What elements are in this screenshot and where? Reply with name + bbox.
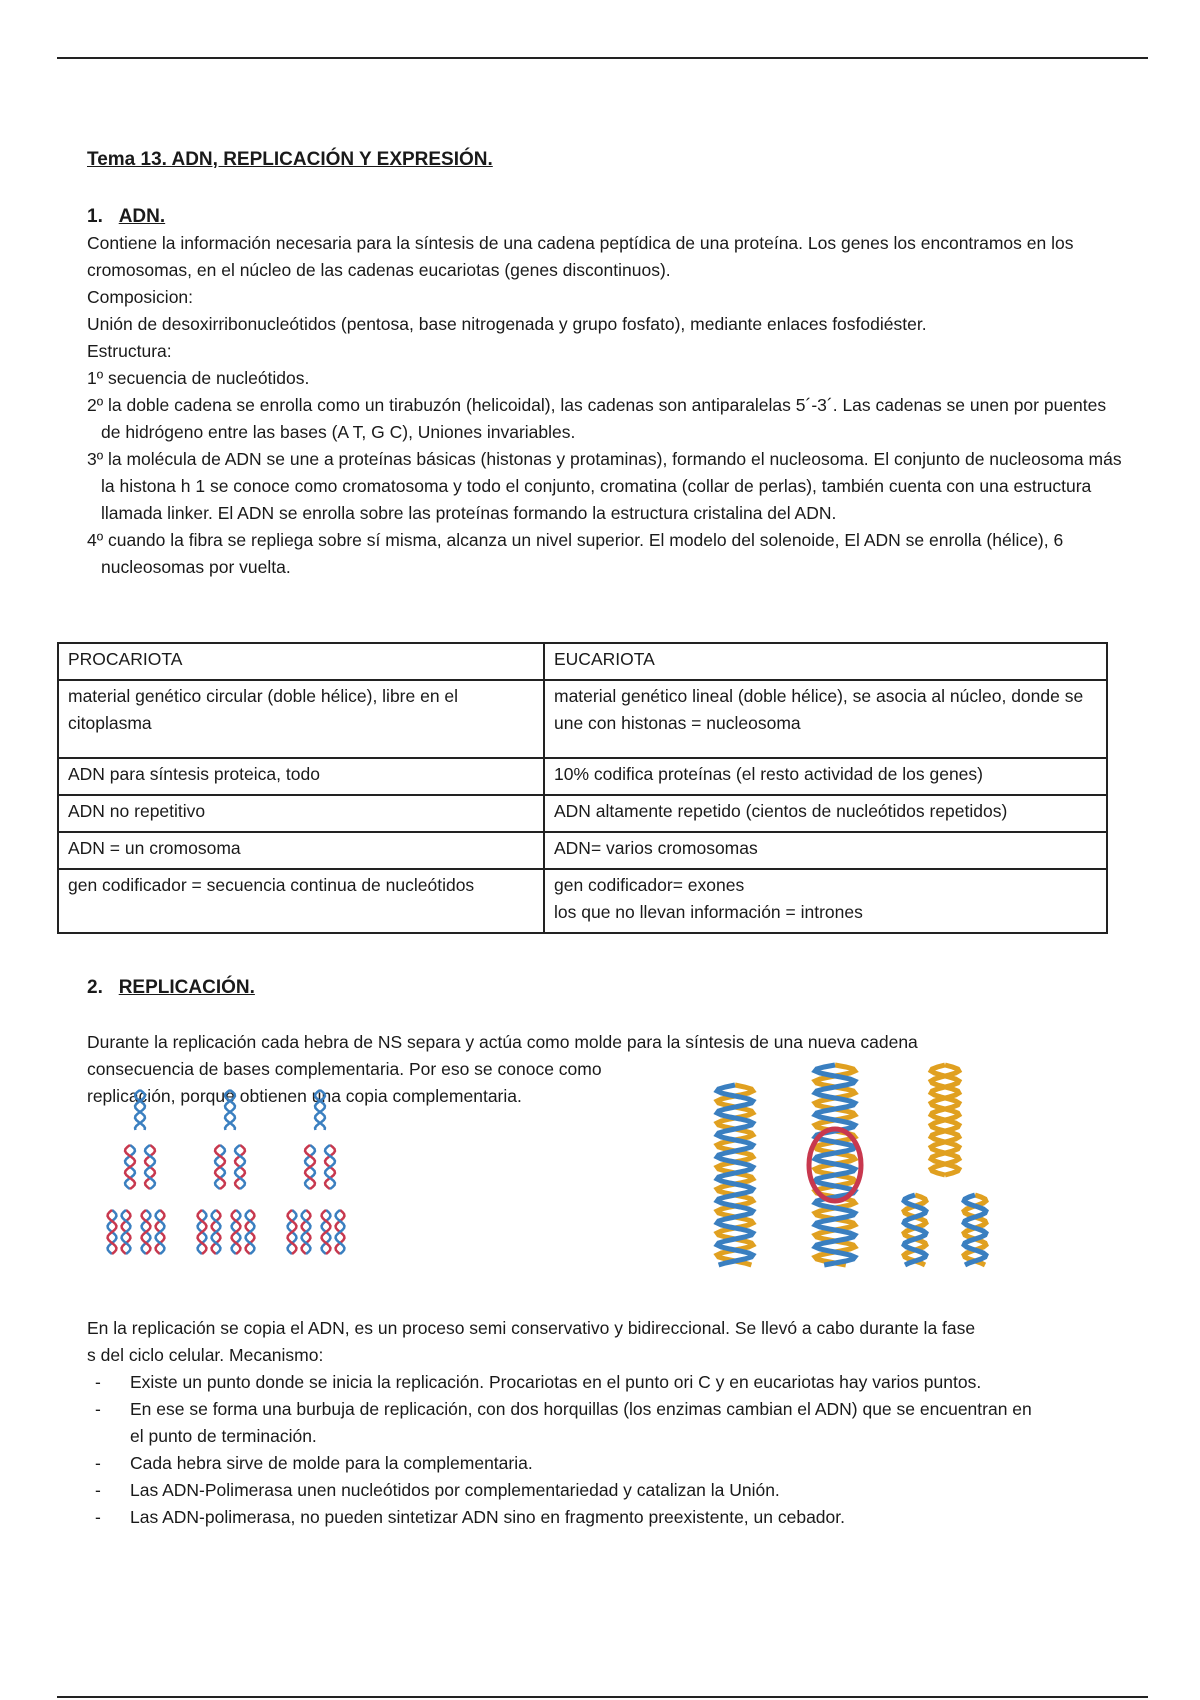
heading-adn — [87, 203, 1127, 230]
replication-bubble-illustration — [705, 1055, 1015, 1275]
cell-text: gen codificador= exones — [554, 875, 745, 895]
dna-granddaughter-helix — [336, 1210, 345, 1254]
table-row — [58, 758, 1107, 795]
dna-parent-helix — [315, 1090, 325, 1130]
list-item: - Las ADN-polimerasa, no pueden sintetizar ADN sino en fragmento preexistente, un cebador. — [87, 1504, 1047, 1531]
bottom-rule — [57, 1696, 1148, 1698]
cell-text: ADN= varios cromosomas — [554, 838, 758, 858]
cell-text: EUCARIOTA — [554, 649, 655, 669]
cell-text: ADN altamente repetido (cientos de nucleótidos repetidos) — [554, 801, 1008, 821]
cell-procariota — [58, 643, 544, 680]
dna-daughter-helix — [305, 1145, 315, 1189]
cell-procariota — [58, 758, 544, 795]
cell-text: los que no llevan información = intrones — [554, 902, 863, 922]
dna-helix — [931, 1065, 959, 1175]
dna-granddaughter-helix — [302, 1210, 311, 1254]
estructura-label: Estructura: — [87, 341, 172, 361]
heading-text: REPLICACIÓN. — [118, 977, 255, 998]
semiconservative-replication-diagram — [100, 1085, 390, 1265]
composicion-text: Unión de desoxirribonucleótidos (pentosa, base nitrogenada y grupo fosfato), mediante enlaces fosfodiéster. — [87, 314, 927, 334]
composicion-label: Composicion: — [87, 287, 194, 307]
cell-procariota — [58, 832, 544, 869]
dna-granddaughter-helix — [122, 1210, 131, 1254]
cell-eucariota — [544, 758, 1107, 795]
dna-granddaughter-helix — [322, 1210, 331, 1254]
dna-daughter-helix — [125, 1145, 135, 1189]
cell-text: 10% codifica proteínas (el resto actividad de los genes) — [554, 764, 983, 784]
list-item: - Cada hebra sirve de molde para la complementaria. — [87, 1450, 1047, 1477]
list-item: - En ese se forma una burbuja de replicación, con dos horquillas (los enzimas cambian el ADN) que se encuentran en el punto de terminación. — [87, 1396, 1047, 1450]
dna-daughter-helix — [235, 1145, 245, 1189]
adn-intro: Contiene la información necesaria para la síntesis de una cadena peptídica de una proteína. Los genes los encontramos en los cromosomas, en el núcleo de las cadenas eucariotas (genes discontinuos). — [87, 233, 1074, 280]
dna-helix — [904, 1195, 926, 1265]
table-header-row — [58, 643, 1107, 680]
estructura-4: 4º cuando la fibra se repliega sobre sí misma, alcanza un nivel superior. El modelo del solenoide, El ADN se enrolla (hélice), 6 nucleosomas por vuelta. — [87, 530, 1064, 577]
cell-text: ADN = un cromosoma — [68, 838, 241, 858]
cell-eucariota — [544, 869, 1107, 933]
dna-parent-helix — [225, 1090, 235, 1130]
estructura-2: 2º la doble cadena se enrolla como un tirabuzón (helicoidal), las cadenas son antiparalelas 5´-3´. Las cadenas se unen por puentes de hidrógeno entre las bases (A T, G C), Uniones invariables. — [87, 395, 1107, 442]
comparison-table — [57, 642, 1108, 934]
top-rule — [57, 57, 1148, 59]
cell-text: material genético lineal (doble hélice), se asocia al núcleo, donde se une con histonas = nucleosoma — [554, 686, 1084, 733]
heading-number: 2. — [87, 977, 103, 998]
list-item: - Las ADN-Polimerasa unen nucleótidos por complementariedad y catalizan la Unión. — [87, 1477, 1047, 1504]
cell-text: ADN para síntesis proteica, todo — [68, 764, 320, 784]
cell-text: PROCARIOTA — [68, 649, 183, 669]
dna-granddaughter-helix — [246, 1210, 255, 1254]
cell-text: gen codificador = secuencia continua de nucleótidos — [68, 875, 475, 895]
cell-procariota — [58, 680, 544, 758]
table-row — [58, 832, 1107, 869]
dna-granddaughter-helix — [156, 1210, 165, 1254]
estructura-1: 1º secuencia de nucleótidos. — [87, 368, 310, 388]
replicacion-text: En la replicación se copia el ADN, es un proceso semi conservativo y bidireccional. Se llevó a cabo durante la fase s del ciclo celular. Mecanismo: — [87, 1318, 976, 1365]
cell-procariota — [58, 795, 544, 832]
dna-daughter-helix — [325, 1145, 335, 1189]
table-row — [58, 795, 1107, 832]
cell-eucariota — [544, 795, 1107, 832]
dna-daughter-helix — [145, 1145, 155, 1189]
dna-granddaughter-helix — [288, 1210, 297, 1254]
dna-helix — [717, 1085, 753, 1265]
table-row — [58, 869, 1107, 933]
dna-granddaughter-helix — [142, 1210, 151, 1254]
cell-procariota — [58, 869, 544, 933]
dna-helix — [815, 1065, 855, 1265]
replicacion-intro-1: Durante la replicación cada hebra de NS separa y actúa como molde para la síntesis de una nueva cadena — [87, 1032, 918, 1052]
section-adn — [87, 146, 1127, 581]
dna-daughter-helix — [215, 1145, 225, 1189]
dna-granddaughter-helix — [198, 1210, 207, 1254]
cell-eucariota — [544, 680, 1107, 758]
cell-text: material genético circular (doble hélice), libre en el citoplasma — [68, 686, 459, 733]
page-title: Tema 13. ADN, REPLICACIÓN Y EXPRESIÓN. — [87, 149, 493, 170]
dna-granddaughter-helix — [108, 1210, 117, 1254]
dna-granddaughter-helix — [212, 1210, 221, 1254]
cell-eucariota — [544, 832, 1107, 869]
heading-number: 1. — [87, 206, 103, 227]
dna-granddaughter-helix — [232, 1210, 241, 1254]
heading-replicacion — [87, 974, 1127, 1001]
replicacion-intro-2: consecuencia de bases complementaria. Por eso se conoce como — [87, 1059, 602, 1079]
list-item: - Existe un punto donde se inicia la replicación. Procariotas en el punto ori C y en eucariotas hay varios puntos. — [87, 1369, 1047, 1396]
estructura-3: 3º la molécula de ADN se une a proteínas básicas (histonas y protaminas), formando el nucleosoma. El conjunto de nucleosoma más la histona h 1 se conoce como cromatosoma y todo el conjunto, cromatina (collar de perlas), también cuenta con una estructura llamada linker. El ADN se enrolla sobre las proteínas formando la estructura cristalina del ADN. — [87, 449, 1122, 523]
cell-eucariota — [544, 643, 1107, 680]
dna-helix — [964, 1195, 986, 1265]
heading-text: ADN. — [118, 206, 166, 227]
dna-parent-helix — [135, 1090, 145, 1130]
cell-text: ADN no repetitivo — [68, 801, 206, 821]
mecanismo-list — [87, 1369, 1047, 1531]
replicacion-intro-3: replicación, porque obtienen una copia complementaria. — [87, 1086, 522, 1106]
table-row — [58, 680, 1107, 758]
